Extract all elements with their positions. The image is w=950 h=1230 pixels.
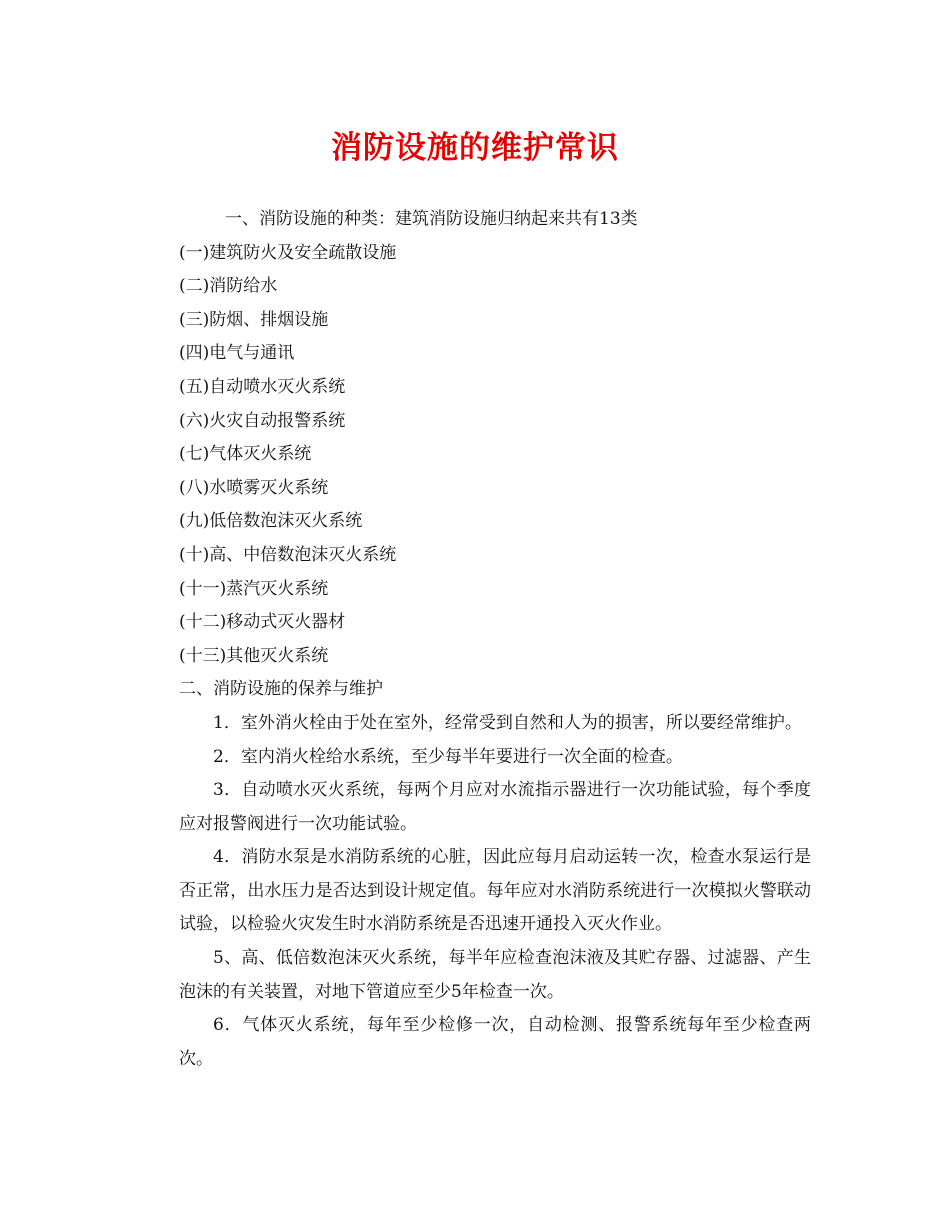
document-body bbox=[179, 203, 811, 1076]
category-item: (二)消防给水 bbox=[179, 276, 278, 297]
category-item: (六)火灾自动报警系统 bbox=[179, 410, 346, 431]
category-item: (三)防烟、排烟设施 bbox=[179, 309, 329, 330]
category-item: (八)水喷雾灭火系统 bbox=[179, 477, 329, 498]
maintenance-item: 5、高、低倍数泡沫灭火系统，每半年应检查泡沫液及其贮存器、过滤器、产生泡沫的有关装置，对地下管道应至少5年检查一次。 bbox=[179, 948, 811, 1002]
category-item: (五)自动喷水灭火系统 bbox=[179, 376, 346, 397]
category-item: (九)低倍数泡沫灭火系统 bbox=[179, 511, 363, 532]
category-item: (一)建筑防火及安全疏散设施 bbox=[179, 242, 397, 263]
document-title: 消防设施的维护常识 bbox=[331, 130, 619, 166]
maintenance-item: 4．消防水泵是水消防系统的心脏，因此应每月启动运转一次，检查水泵运行是否正常，出水压力是否达到设计规定值。每年应对水消防系统进行一次模拟火警联动试验，以检验火灾发生时水消防系统是否迅速开通投入灭火作业。 bbox=[179, 847, 811, 935]
maintenance-item: 3．自动喷水灭火系统，每两个月应对水流指示器进行一次功能试验，每个季度应对报警阀进行一次功能试验。 bbox=[179, 780, 811, 834]
category-item: (七)气体灭火系统 bbox=[179, 444, 312, 465]
category-item: (十一)蒸汽灭火系统 bbox=[179, 578, 329, 599]
category-item: (十)高、中倍数泡沫灭火系统 bbox=[179, 544, 397, 565]
maintenance-item: 6．气体灭火系统，每年至少检修一次，自动检测、报警系统每年至少检查两次。 bbox=[179, 1015, 811, 1069]
maintenance-item: 2．室内消火栓给水系统，至少每半年要进行一次全面的检查。 bbox=[213, 746, 683, 767]
category-list bbox=[179, 237, 811, 674]
category-item: (四)电气与通讯 bbox=[179, 343, 295, 364]
maintenance-list bbox=[179, 707, 811, 1077]
category-item: (十三)其他灭火系统 bbox=[179, 645, 329, 666]
maintenance-item: 1．室外消火栓由于处在室外，经常受到自然和人为的损害，所以要经常维护。 bbox=[213, 712, 802, 733]
section-heading-types: 一、消防设施的种类：建筑消防设施归纳起来共有13类 bbox=[225, 209, 638, 229]
category-item: (十二)移动式灭火器材 bbox=[179, 612, 346, 633]
section-heading-maintenance: 二、消防设施的保养与维护 bbox=[179, 679, 383, 700]
